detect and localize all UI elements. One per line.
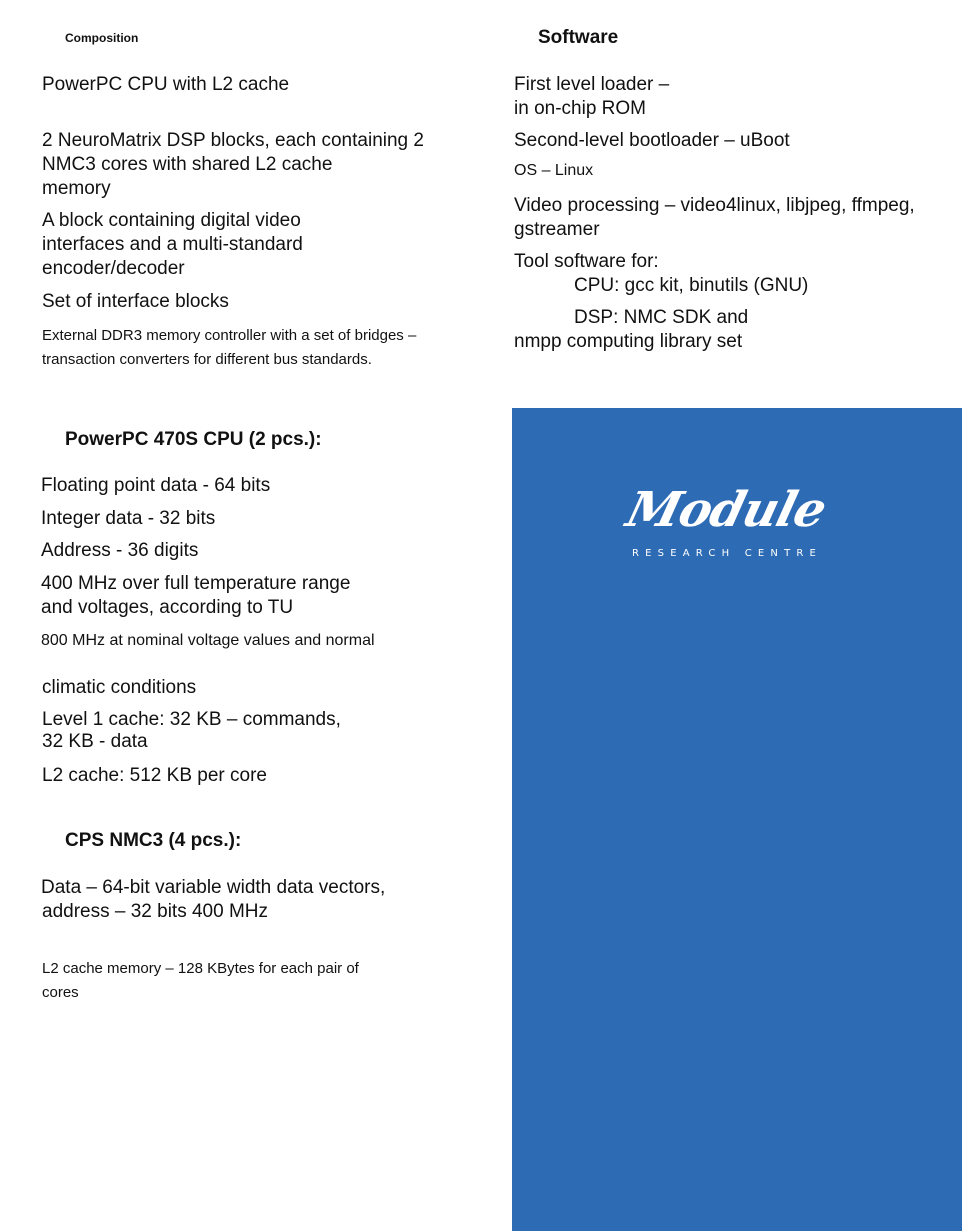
composition-line: transaction converters for different bus standards. — [42, 351, 372, 368]
powerpc-line: Address - 36 digits — [41, 540, 199, 561]
composition-line: Set of interface blocks — [42, 291, 229, 312]
brand-panel — [512, 408, 962, 1231]
composition-line: interfaces and a multi-standard — [42, 234, 303, 255]
software-line: DSP: NMC SDK and — [574, 307, 749, 328]
software-line: Second-level bootloader – uBoot — [514, 130, 790, 151]
powerpc-line: 400 MHz over full temperature range — [41, 573, 351, 594]
software-line: OS – Linux — [514, 162, 594, 179]
powerpc-line: 800 MHz at nominal voltage values and normal — [41, 632, 375, 649]
composition-line: NMC3 cores with shared L2 cache — [42, 154, 333, 175]
composition-line: 2 NeuroMatrix DSP blocks, each containing 2 — [42, 130, 424, 151]
composition-line: PowerPC CPU with L2 cache — [42, 74, 290, 95]
powerpc-line: Floating point data - 64 bits — [41, 475, 271, 496]
composition-line: encoder/decoder — [42, 258, 185, 279]
powerpc-line: and voltages, according to TU — [41, 597, 294, 618]
composition-line: External DDR3 memory controller with a set of bridges – — [42, 327, 417, 344]
composition-line: A block containing digital video — [42, 210, 301, 231]
nmc3-line: cores — [42, 984, 79, 1001]
powerpc-line: 32 KB - data — [42, 731, 148, 752]
software-line: Video processing – video4linux, libjpeg, ffmpeg, — [514, 195, 915, 216]
nmc3-heading: CPS NMC3 (4 pcs.): — [65, 830, 242, 851]
nmc3-line: address – 32 bits 400 MHz — [42, 901, 269, 922]
composition-heading: Composition — [65, 31, 139, 45]
logo-word: Module — [621, 482, 832, 538]
powerpc-heading: PowerPC 470S CPU (2 pcs.): — [65, 429, 322, 450]
composition-line: memory — [42, 178, 111, 199]
software-heading: Software — [538, 27, 619, 48]
software-line: nmpp computing library set — [514, 331, 743, 352]
powerpc-line: Level 1 cache: 32 KB – commands, — [42, 709, 341, 730]
software-line: gstreamer — [514, 219, 600, 240]
logo-subtitle: RESEARCH CENTRE — [632, 548, 823, 559]
software-line: First level loader – — [514, 74, 670, 95]
software-line: Tool software for: — [514, 251, 659, 272]
software-line: CPU: gcc kit, binutils (GNU) — [574, 275, 809, 296]
powerpc-line: L2 cache: 512 KB per core — [42, 765, 267, 786]
software-line: in on-chip ROM — [514, 98, 646, 119]
powerpc-line: climatic conditions — [42, 677, 197, 698]
powerpc-line: Integer data - 32 bits — [41, 508, 216, 529]
nmc3-line: Data – 64-bit variable width data vectors, — [41, 877, 386, 898]
nmc3-line: L2 cache memory – 128 KBytes for each pair of — [42, 960, 359, 977]
